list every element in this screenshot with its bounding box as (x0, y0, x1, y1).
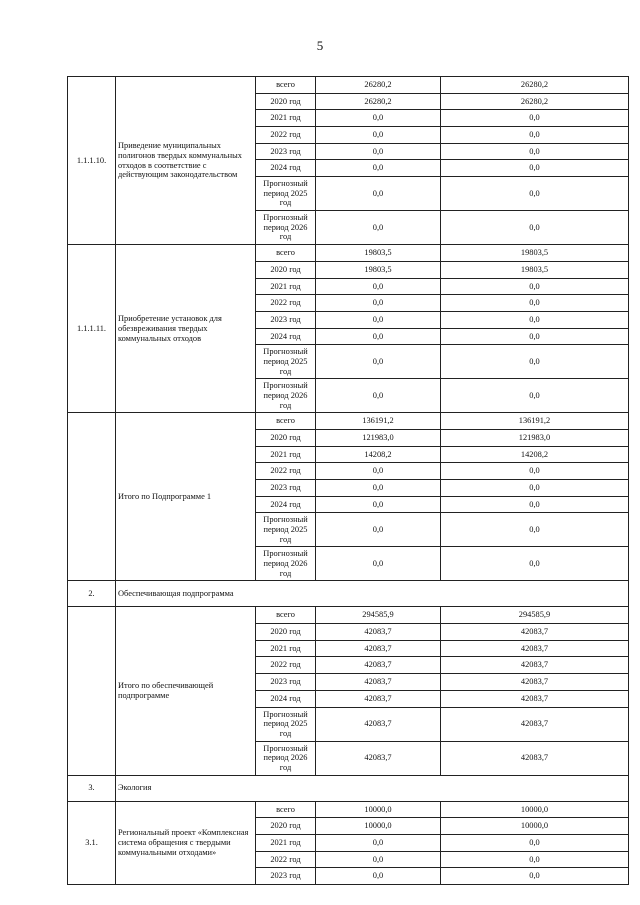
year-label: Прогнозный период 2026 год (256, 547, 316, 581)
table-row (68, 413, 629, 430)
section-row (68, 775, 629, 801)
value-cell: 10000,0 (316, 801, 441, 818)
value-cell: 42083,7 (441, 707, 629, 741)
item-name: Приобретение установок для обезвреживания твердых коммунальных отходов (116, 245, 256, 413)
value-cell: 0,0 (316, 177, 441, 211)
value-cell: 0,0 (441, 278, 629, 295)
item-name: Региональный проект «Комплексная система обращения с твердыми коммунальными отходами» (116, 801, 256, 884)
table-row (68, 245, 629, 262)
year-label: 2022 год (256, 657, 316, 674)
year-label: 2024 год (256, 160, 316, 177)
value-cell: 42083,7 (441, 690, 629, 707)
year-label: Прогнозный период 2025 год (256, 707, 316, 741)
year-label: всего (256, 607, 316, 624)
year-label: 2022 год (256, 295, 316, 312)
year-label: 2024 год (256, 690, 316, 707)
value-cell: 0,0 (441, 295, 629, 312)
value-cell: 294585,9 (316, 607, 441, 624)
section-number: 2. (68, 581, 116, 607)
value-cell: 294585,9 (441, 607, 629, 624)
section-title: Экология (116, 775, 629, 801)
value-cell: 42083,7 (316, 741, 441, 775)
value-cell: 42083,7 (441, 741, 629, 775)
value-cell: 0,0 (316, 127, 441, 144)
value-cell: 10000,0 (441, 818, 629, 835)
value-cell: 0,0 (441, 547, 629, 581)
year-label: 2021 год (256, 278, 316, 295)
value-cell: 0,0 (316, 143, 441, 160)
value-cell: 42083,7 (316, 674, 441, 691)
value-cell: 42083,7 (316, 640, 441, 657)
value-cell: 0,0 (441, 211, 629, 245)
item-number: 1.1.1.10. (68, 77, 116, 245)
value-cell: 19803,5 (441, 261, 629, 278)
value-cell: 0,0 (441, 379, 629, 413)
value-cell: 26280,2 (441, 93, 629, 110)
value-cell: 0,0 (441, 480, 629, 497)
value-cell: 0,0 (441, 834, 629, 851)
value-cell: 0,0 (441, 328, 629, 345)
year-label: 2020 год (256, 624, 316, 641)
value-cell: 42083,7 (441, 674, 629, 691)
value-cell: 42083,7 (316, 657, 441, 674)
section-number: 3. (68, 775, 116, 801)
page-number: 5 (316, 38, 324, 53)
value-cell: 19803,5 (316, 245, 441, 262)
value-cell: 26280,2 (316, 77, 441, 94)
value-cell: 0,0 (316, 160, 441, 177)
value-cell: 10000,0 (316, 818, 441, 835)
value-cell: 0,0 (316, 278, 441, 295)
value-cell: 0,0 (316, 868, 441, 885)
year-label: 2024 год (256, 328, 316, 345)
value-cell: 0,0 (441, 463, 629, 480)
year-label: 2024 год (256, 496, 316, 513)
value-cell: 0,0 (316, 345, 441, 379)
year-label: всего (256, 801, 316, 818)
year-label: 2023 год (256, 143, 316, 160)
item-name: Приведение муниципальных полигонов твердых коммунальных отходов в соответствие с действующим законодательством (116, 77, 256, 245)
value-cell: 0,0 (441, 127, 629, 144)
value-cell: 136191,2 (316, 413, 441, 430)
value-cell: 14208,2 (316, 446, 441, 463)
value-cell: 42083,7 (441, 657, 629, 674)
value-cell: 121983,0 (441, 429, 629, 446)
value-cell: 0,0 (316, 463, 441, 480)
year-label: Прогнозный период 2025 год (256, 513, 316, 547)
item-number (68, 607, 116, 775)
table-row (68, 801, 629, 818)
year-label: 2023 год (256, 868, 316, 885)
value-cell: 0,0 (441, 868, 629, 885)
value-cell: 0,0 (316, 513, 441, 547)
year-label: 2023 год (256, 674, 316, 691)
year-label: 2023 год (256, 480, 316, 497)
year-label: 2020 год (256, 429, 316, 446)
item-number: 1.1.1.11. (68, 245, 116, 413)
item-number: 3.1. (68, 801, 116, 884)
item-name: Итого по обеспечивающей подпрограмме (116, 607, 256, 775)
value-cell: 42083,7 (316, 624, 441, 641)
value-cell: 0,0 (316, 834, 441, 851)
value-cell: 0,0 (441, 143, 629, 160)
year-label: 2021 год (256, 446, 316, 463)
year-label: 2021 год (256, 110, 316, 127)
value-cell: 0,0 (441, 311, 629, 328)
value-cell: 0,0 (316, 379, 441, 413)
year-label: 2022 год (256, 463, 316, 480)
value-cell: 0,0 (441, 110, 629, 127)
value-cell: 0,0 (441, 160, 629, 177)
year-label: 2020 год (256, 818, 316, 835)
value-cell: 26280,2 (316, 93, 441, 110)
table-row (68, 607, 629, 624)
value-cell: 136191,2 (441, 413, 629, 430)
value-cell: 42083,7 (441, 624, 629, 641)
value-cell: 0,0 (316, 547, 441, 581)
value-cell: 42083,7 (441, 640, 629, 657)
year-label: Прогнозный период 2026 год (256, 741, 316, 775)
value-cell: 121983,0 (316, 429, 441, 446)
table-row (68, 77, 629, 94)
year-label: Прогнозный период 2025 год (256, 345, 316, 379)
value-cell: 0,0 (441, 345, 629, 379)
value-cell: 14208,2 (441, 446, 629, 463)
value-cell: 19803,5 (441, 245, 629, 262)
value-cell: 19803,5 (316, 261, 441, 278)
year-label: Прогнозный период 2026 год (256, 379, 316, 413)
year-label: 2020 год (256, 261, 316, 278)
value-cell: 0,0 (316, 328, 441, 345)
year-label: 2020 год (256, 93, 316, 110)
budget-table (67, 76, 629, 885)
year-label: 2022 год (256, 127, 316, 144)
section-row (68, 581, 629, 607)
value-cell: 0,0 (441, 513, 629, 547)
year-label: всего (256, 77, 316, 94)
value-cell: 0,0 (316, 211, 441, 245)
year-label: 2021 год (256, 834, 316, 851)
year-label: 2023 год (256, 311, 316, 328)
value-cell: 0,0 (316, 496, 441, 513)
year-label: Прогнозный период 2025 год (256, 177, 316, 211)
value-cell: 10000,0 (441, 801, 629, 818)
value-cell: 0,0 (316, 295, 441, 312)
year-label: 2022 год (256, 851, 316, 868)
year-label: Прогнозный период 2026 год (256, 211, 316, 245)
value-cell: 0,0 (441, 177, 629, 211)
value-cell: 42083,7 (316, 707, 441, 741)
item-name: Итого по Подпрограмме 1 (116, 413, 256, 581)
value-cell: 42083,7 (316, 690, 441, 707)
value-cell: 0,0 (316, 480, 441, 497)
value-cell: 0,0 (441, 496, 629, 513)
item-number (68, 413, 116, 581)
value-cell: 0,0 (441, 851, 629, 868)
year-label: всего (256, 245, 316, 262)
section-title: Обеспечивающая подпрограмма (116, 581, 629, 607)
value-cell: 0,0 (316, 851, 441, 868)
value-cell: 0,0 (316, 110, 441, 127)
year-label: всего (256, 413, 316, 430)
value-cell: 0,0 (316, 311, 441, 328)
value-cell: 26280,2 (441, 77, 629, 94)
year-label: 2021 год (256, 640, 316, 657)
